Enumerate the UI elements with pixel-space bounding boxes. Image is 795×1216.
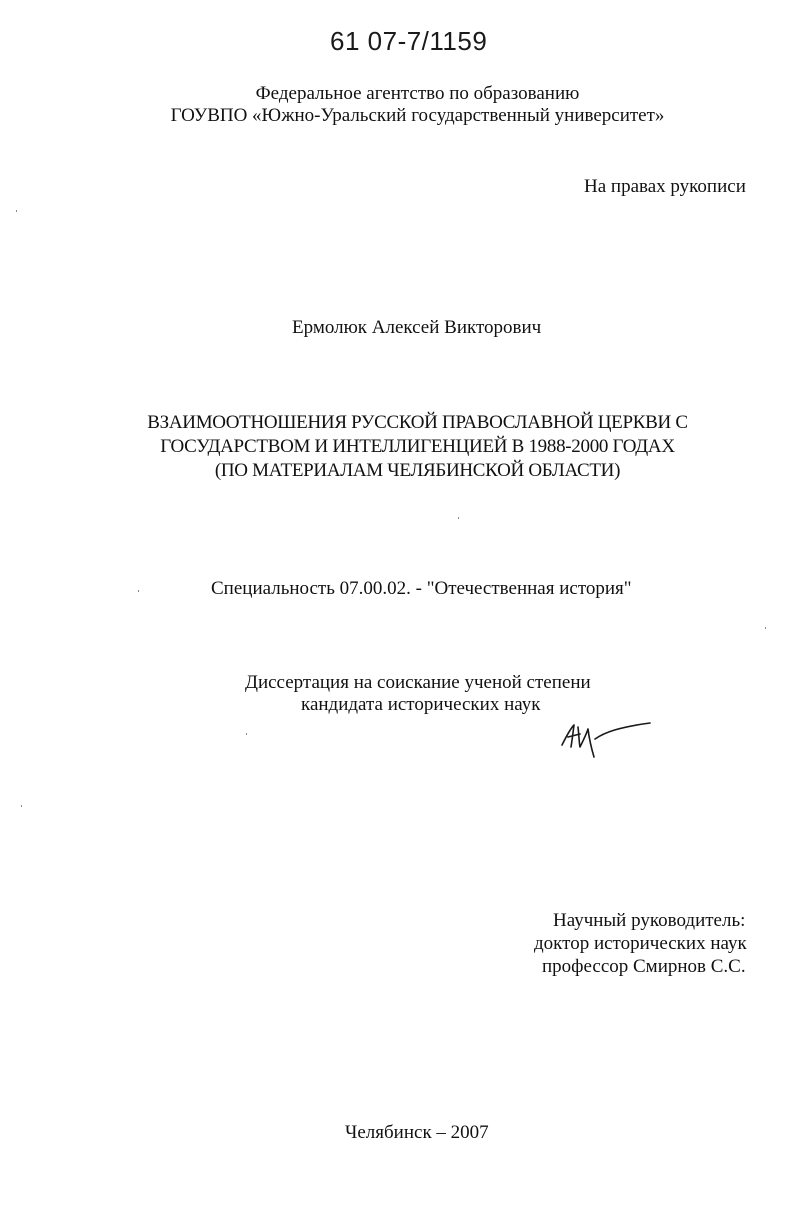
rights-note: На правах рукописи	[584, 176, 746, 197]
scan-speck	[21, 805, 22, 807]
scan-speck	[765, 627, 766, 629]
title-line-2: ГОСУДАРСТВОМ И ИНТЕЛЛИГЕНЦИЕЙ В 1988-2000 ГОДАХ	[160, 436, 675, 457]
city-year: Челябинск – 2007	[345, 1122, 489, 1143]
supervisor-name: профессор Смирнов С.С.	[542, 956, 746, 977]
degree-line-2: кандидата исторических наук	[301, 694, 541, 715]
author-name: Ермолюк Алексей Викторович	[292, 317, 542, 338]
dissertation-title	[140, 411, 695, 483]
scan-speck	[16, 210, 17, 212]
title-line-3: (ПО МАТЕРИАЛАМ ЧЕЛЯБИНСКОЙ ОБЛАСТИ)	[214, 460, 621, 481]
title-line-1: ВЗАИМООТНОШЕНИЯ РУССКОЙ ПРАВОСЛАВНОЙ ЦЕРКВИ С	[147, 412, 688, 433]
supervisor-label: Научный руководитель:	[553, 910, 746, 931]
supervisor-block	[534, 909, 747, 978]
scan-speck	[458, 517, 459, 519]
dissertation-degree	[245, 672, 591, 716]
university-name: ГОУВПО «Южно-Уральский государственный университет»	[170, 105, 665, 126]
specialty: Специальность 07.00.02. - "Отечественная история"	[211, 578, 632, 599]
handwritten-signature	[560, 717, 660, 762]
supervisor-degree: доктор исторических наук	[534, 933, 747, 954]
institution-header	[0, 83, 795, 127]
scan-speck	[138, 590, 139, 592]
archive-code: 61 07-7/1159	[330, 26, 488, 56]
agency-name: Федеральное агентство по образованию	[255, 83, 580, 104]
scan-speck	[246, 733, 247, 735]
degree-line-1: Диссертация на соискание ученой степени	[245, 672, 591, 693]
